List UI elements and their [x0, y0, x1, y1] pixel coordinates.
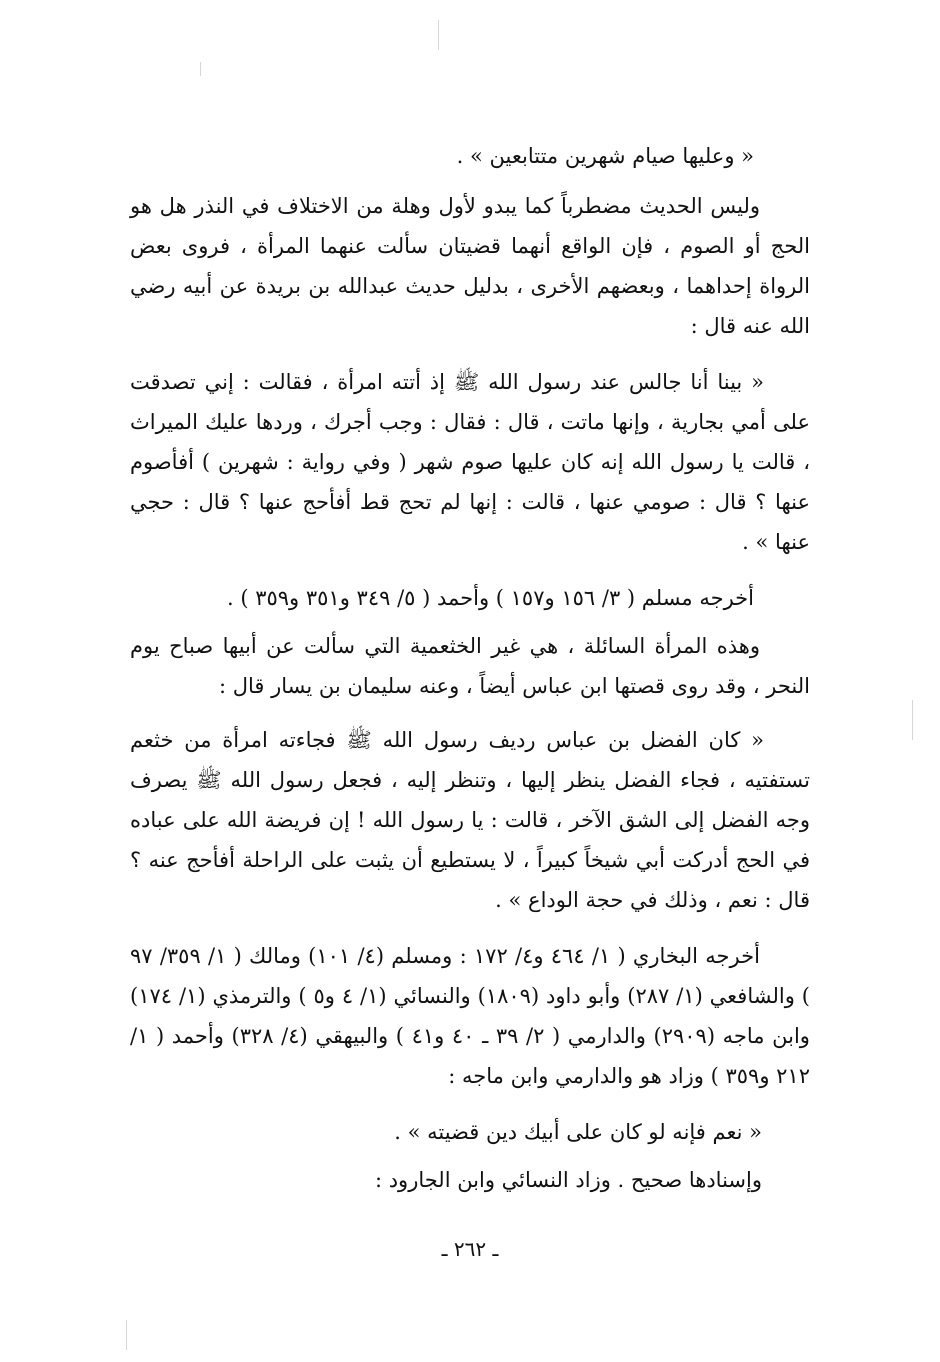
scan-mark — [438, 20, 439, 50]
takhrij-paragraph: أخرجه البخاري ( ١/ ٤٦٤ و٤/ ١٧٢ : ومسلم (٤/ ١٠١) ومالك ( ١/ ٣٥٩/ ٩٧ ) والشافعي (١/ ٢٨٧) وأبو داود (١٨٠٩) والنسائي (١/ ٤ و٥ ) والترمذي (١/ ١٧٤) وابن ماجه (٢٩٠٩) والدارمي ( ٢/ ٣٩ ـ ٤٠ و٤١ ) والبيهقي (٤/ ٣٢٨) وأحمد ( ١/ ٢١٢ و٣٥٩ ) وزاد هو والدارمي وابن ماجه : — [130, 944, 810, 1088]
isnad-note-line: وإسنادها صحيح . وزاد النسائي وابن الجارود : — [374, 1168, 762, 1192]
scan-mark — [912, 700, 913, 740]
khathamiyya-paragraph: وهذه المرأة السائلة ، هي غير الخثعمية التي سألت عن أبيها صباح يوم النحر ، وقد روى قصتها ابن عباس أيضاً ، وعنه سليمان بن يسار قال : — [130, 634, 810, 698]
explanation-paragraph: وليس الحديث مضطرباً كما يبدو لأول وهلة من الاختلاف في النذر هل هو الحج أو الصوم ، فإن الواقع أنهما قضيتان سألت عنهما المرأة ، فروى بعض الرواة إحداهما ، وبعضهم الأخرى ، بدليل حديث عبدالله بن بريدة عن أبيه رضي الله عنه قال : — [130, 194, 810, 338]
addition-quote-line: « نعم فإنه لو كان على أبيك دين قضيته » . — [394, 1120, 762, 1144]
hadith-buraydah-paragraph: « بينا أنا جالس عند رسول الله ﷺ إذ أتته امرأة ، فقالت : إني تصدقت على أمي بجارية ، وإنها ماتت ، قال : فقال : وجب أجرك ، وردها عليك الميراث ، قالت يا رسول الله إنه كان عليها صوم شهر ( وفي رواية : شهرين ) أفأصوم عنها ؟ قال : صومي عنها ، قالت : إنها لم تحج قط أفأحج عنها ؟ قال : حجي عنها » . — [130, 370, 810, 554]
scan-mark — [200, 62, 201, 76]
page-number: ـ ٢٦٢ ـ — [441, 1237, 499, 1261]
opening-quote-line: « وعليها صيام شهرين متتابعين » . — [456, 144, 754, 168]
hadith-fadl-paragraph: « كان الفضل بن عباس رديف رسول الله ﷺ فجاءته امرأة من خثعم تستفتيه ، فجاء الفضل ينظر إليها ، وتنظر إليه ، فجعل رسول الله ﷺ يصرف وجه الفضل إلى الشق الآخر ، قالت : يا رسول الله ! إن فريضة الله على عباده في الحج أدركت أبي شيخاً كبيراً ، لا يستطيع أن يثبت على الراحلة أفأحج عنه ؟ قال : نعم ، وذلك في حجة الوداع » . — [130, 728, 810, 912]
scan-mark — [126, 1320, 127, 1350]
muslim-ahmad-citation: أخرجه مسلم ( ٣/ ١٥٦ و١٥٧ ) وأحمد ( ٥/ ٣٤٩ و٣٥١ و٣٥٩ ) . — [226, 586, 754, 610]
